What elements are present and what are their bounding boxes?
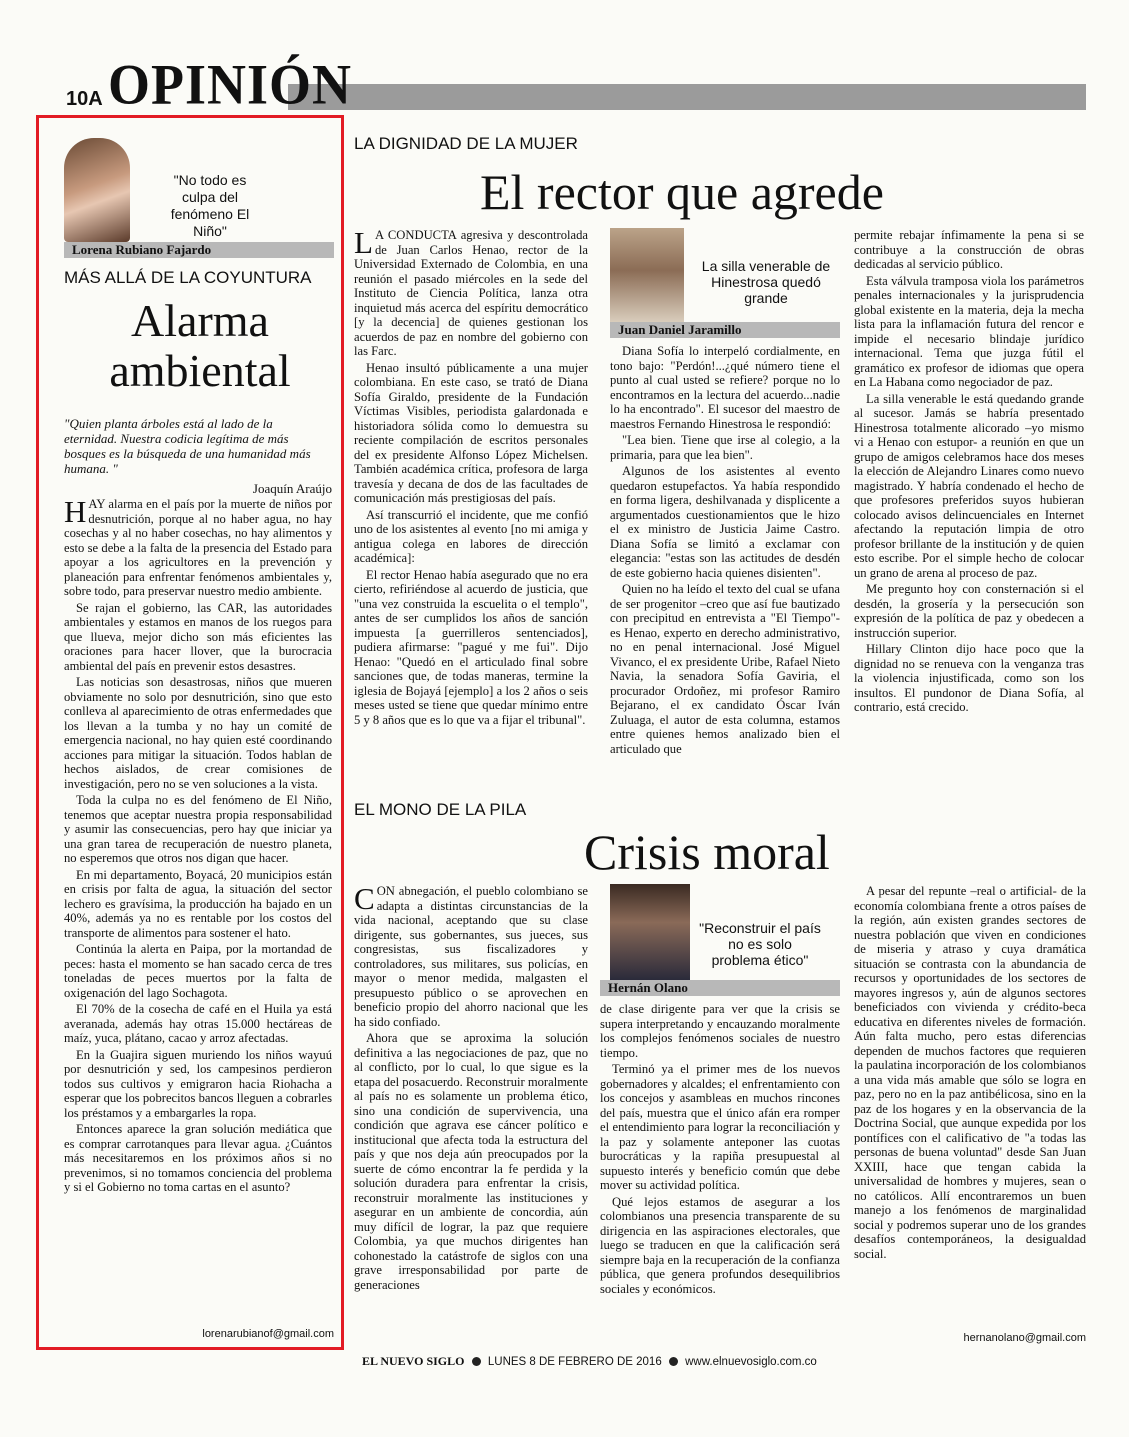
article-column-f — [854, 884, 1086, 1263]
first-paragraph-left: AY alarma en el país por la muerte de niños por desnutrición, porque al no haber agua, no hay cosechas y al no haber cosechas, no hay alimentos y esto se debe a la falta de la presencia del Estado para apoyar a los agricultores en la prevención y planeación para enfrentar fenómenos ambientales y, sobre todo, para preservar nuestro medio ambiente. — [64, 497, 332, 598]
kicker-main: LA DIGNIDAD DE LA MUJER — [354, 134, 578, 153]
footer-website[interactable]: www.elnuevosiglo.com.co — [685, 1356, 817, 1368]
article-column-d — [354, 881, 588, 1294]
first-paragraph-main: A CONDUCTA agresiva y descontrolada de Juan Carlos Henao, rector de la Universidad Externado de Colombia, en una reunión el pasado miércoles en la sede del Instituto de Ciencia Política, lanza otra inquietud más acerca del espíritu democrático [y la decencia] de quienes gestionan los acuerdos de paz en nombre del gobierno con las Farc. — [354, 228, 588, 358]
paragraph: En mi departamento, Boyacá, 20 municipios están en crisis por falta de agua, la situación del sector lechero es gravísima, la producción ha bajado en un 40%, además ya no es rentable por los costos del transporte de alimentos para sostener el hato. — [64, 867, 332, 940]
paragraph: Toda la culpa no es del fenómeno de El Niño, tenemos que aceptar nuestra propia responsabilidad y asumir las consecuencias, pero hay que iniciar ya una gran tarea de recuperación de nuestro planeta, no esperemos que otros nos digan que hacer. — [64, 793, 332, 865]
kicker-left: MÁS ALLÁ DE LA COYUNTURA — [64, 268, 312, 287]
paragraph: permite rebajar ínfimamente la pena si se contribuye a la construcción de obras dedicadas al servicio público. — [854, 228, 1084, 271]
page-number: 10A — [66, 88, 103, 110]
pull-quote-second: "Reconstruir el país no es solo problema ético" — [699, 920, 821, 968]
author-photo-lorena — [64, 138, 130, 242]
paragraph: La silla venerable le está quedando grande al sucesor. Jamás se habría presentado Hinestrosa totalmente alicorado –yo mismo vi a Henao con estupor- a reunión en que un grupo de amigos celebramos hace dos meses la elección de Alejandro Linares como nuevo magistrado. Y habría condenado el hecho de que profesores preferidos suyos hubieran colocado avisos delincuenciales en Internet afectando la reputación limpia de otro profesor brillante de la institución y de quien esto escribe. Por el simple hecho de colocar un grano de arena al proceso de paz. — [854, 391, 1084, 580]
paragraph: A pesar del repunte –real o artificial- de la economía colombiana frente a otros países de la región, aún existen grandes sectores de nuestra población que viven en condiciones de miseria y atraso y cuya dramática situación se contrasta con la abundancia de recursos y oportunidades de los sectores de mayores ingresos y, aún de algunos sectores beneficiados con vivienda y crédito-beca educativa en diferentes niveles de formación. Aún falta mucho, pero estas diferencias dependen de muchos factores que requieren la paulatina incorporación de los colombianos a una vida más amable que sólo se logra en paz, pero no en la paz antibélicosa, sino en la paz de los hogares y en la observancia de la Doctrina Social, que aunque expedida por los pontífices con el calificativo de "a todas las personas de buena voluntad" desde San Juan XXIII, hace que tengan cabida la universalidad de hombres y mujeres, sean o no católicos. Allí encontraremos un buen manejo a los fenómenos de marginalidad social y podremos superar uno de los grandes desafíos contemporáneos, la desigualdad social. — [854, 884, 1086, 1261]
footer-brand: EL NUEVO SIGLO — [362, 1354, 465, 1368]
paragraph: Así transcurrió el incidente, que me confió uno de los asistentes al evento [no mi amiga y antigua colega en labores de dirección académica]: — [354, 507, 588, 565]
paragraph: "Lea bien. Tiene que irse al colegio, a la primaria, para que lea bien". — [610, 433, 840, 462]
article-column-e — [600, 1002, 840, 1298]
section-title: OPINIÓN — [108, 53, 353, 117]
paragraph: Las noticias son desastrosas, niños que mueren obviamente no solo por desnutrición, sino que esto conlleva al aparecimiento de otras enfermedades que los llevan a la tumba y no hay un comité de emergencia nacional, no hay quien esté coordinando acciones para mitigar la situación. Todos hablan de hechos aislados, de crear comisiones de investigación, pero no se ven soluciones a la vista. — [64, 675, 332, 791]
paragraph: Continúa la alerta en Paipa, por la mortandad de peces: hasta el momento se han sacado cerca de tres toneladas de peces muertos por la falta de oxigenación del lago Sochagota. — [64, 942, 332, 1000]
author-name-juan: Juan Daniel Jaramillo — [610, 322, 840, 338]
pull-quote-left: "No todo es culpa del fenómeno El Niño" — [170, 172, 250, 239]
paragraph: El 70% de la cosecha de café en el Huila ya está averanada, además hay otras 15.000 hectáreas de maíz, yuca, plátano, cacao y arroz afectadas. — [64, 1002, 332, 1045]
headline-left: Alarma ambiental — [109, 295, 291, 396]
bullet-dot-icon — [669, 1357, 678, 1366]
author-email-lorena[interactable]: lorenarubianof@gmail.com — [202, 1328, 334, 1340]
article-column-c — [854, 228, 1084, 717]
dropcap-second: C — [354, 881, 375, 916]
paragraph: Algunos de los asistentes al evento quedaron estupefactos. Ya había respondido en forma ligera, deshilvanada y displicente a argumentados cuestionamientos que le hizo el ex ministro de Justicia Jaime Castro. Diana Sofía se limitó a exclamar con elegancia: "estas son las actitudes de desdén de este gobierno hacia quienes disienten". — [610, 464, 840, 580]
bullet-dot-icon — [472, 1357, 481, 1366]
author-name-hernan: Hernán Olano — [600, 980, 840, 996]
author-photo-juan — [610, 228, 684, 322]
paragraph: Se rajan el gobierno, las CAR, las autoridades ambientales y estamos en manos de los ruegos para que llueva, mejor dicho son más eficientes las oraciones para hacer llover, que la burocracia ambiental del país en prevenir estos desastres. — [64, 600, 332, 673]
article-column-b — [610, 344, 840, 758]
paragraph: En la Guajira siguen muriendo los niños wayuú por desnutrición y sed, los campesinos perdieron todos sus cultivos y emigraron hacia Riohacha a esperar que los pobrecitos bancos lleguen a cobrarles los préstamos y a embargarles la ropa. — [64, 1047, 332, 1120]
headline-main: El rector que agrede — [480, 164, 884, 220]
epigraph-author: Joaquín Araújo — [252, 481, 332, 496]
paragraph: Esta válvula tramposa viola los parámetros penales internacionales y la jurisprudencia global existente en la materia, deja la mecha lista para la inflamación futura del rencor e impide el necesario blindaje jurídico internacional. Tema que juzga fútil el gramático ex profesor de idiomas que opera en La Habana como negociador de paz. — [854, 273, 1084, 389]
epigraph-left: "Quien planta árboles está al lado de la eternidad. Nuestra codicia legítima de más bosques es la búsqueda de una humanidad más humana. " — [64, 416, 311, 476]
headline-second: Crisis moral — [584, 824, 830, 880]
author-email-hernan[interactable]: hernanolano@gmail.com — [963, 1332, 1086, 1344]
author-name-lorena: Lorena Rubiano Fajardo — [64, 242, 334, 258]
paragraph: Diana Sofía lo interpeló cordialmente, en tono bajo: "Perdón!...¿qué número tiene el punto al cual usted se refiere? porque no lo encontramos en la lectura del acuerdo...nadie lo ha encontrado". El sucesor del maestro de maestros Fernando Hinestrosa le respondió: — [610, 344, 840, 431]
kicker-second: EL MONO DE LA PILA — [354, 800, 527, 819]
paragraph: Henao insultó públicamente a una mujer colombiana. En este caso, se trató de Diana Sofía Giraldo, presidente de la Fundación Víctimas Visibles, periodista galardonada e historiadora sólida como lo demuestra su reciente compilación de escritos personales del ex presidente Alfonso López Michelsen. También académica crítica, profesora de larga travesía y decana de dos de las facultades de comunicación más prestigiosas del país. — [354, 360, 588, 505]
article-column-a — [354, 225, 588, 729]
article-body-left — [64, 494, 332, 1197]
paragraph: El rector Henao había asegurado que no era cierto, refiriéndose al acuerdo de justicia, que "una vez construida la escuelita o el templo", antes de ser cumplidos los años de sanción impuesta [a guerrilleros sentenciados], pudiera afirmarse: "pagué y me fui". Dijo Henao: "Quedó en el articulado final sobre sanciones que, de todas maneras, termine la iglesia de Bojayá [ejemplo] a los 2 años o seis meses usted se tiene que quedar mínimo entre 5 y 8 años que es lo que va a fijar el tribunal". — [354, 567, 588, 727]
paragraph: Ahora que se aproxima la solución definitiva a las negociaciones de paz, que no al conflicto, por lo cual, lo que sigue es la etapa del posacuerdo. Reconstruir moralmente al país no es solamente un problema ético, sino una condición de supervivencia, una condición que agrava ese cáncer político e institucional que afecta toda la estructura del país y que nos deja aún preocupados por la suerte de cómo encontrar la fe perdida y la solución duradera para enfrentar la crisis, reconstruir moralmente las instituciones y asegurar en un ambiente de concordia, aún muy difícil de lograr, la paz que requiere Colombia, ya que muchos dirigentes han cohonestado la catástrofe de siglos con una grave irresponsabilidad por parte de generaciones — [354, 1031, 588, 1292]
paragraph: Hillary Clinton dijo hace poco que la dignidad no se renueva con la venganza tras la violencia injustificada, como son los insultos. El pundonor de Diana Sofía, al contrario, está crecido. — [854, 642, 1084, 714]
paragraph: Me pregunto hoy con consternación si el desdén, la grosería y la persecución son expresión de la política de paz y obedecen a instrucción superior. — [854, 582, 1084, 640]
page-footer — [362, 1354, 817, 1369]
paragraph: Quien no ha leído el texto del cual se ufana de ser progenitor –creo que así fue bautizado con precipitud en entrevista a "El Tiempo"- es Henao, experto en derecho administrativo, no en penal internacional. José Miguel Vivanco, el ex presidente Uribe, Rafael Nieto Navia, la senadora Sofía Gaviria, el procurador Ordoñez, mi profesor Ramiro Bejarano, el ex candidato Óscar Iván Zuluaga, el autor de esta columna, estamos entre quienes hemos analizado bien el articulado que — [610, 582, 840, 756]
dropcap-main: L — [354, 225, 373, 260]
paragraph: Qué lejos estamos de asegurar a los colombianos una presencia transparente de su dirigencia en las aspiraciones electorales, que luego se traducen en que la calificación será siempre baja en la recuperación de la confianza pública, que genera profundos desequilibrios sociales y económicos. — [600, 1194, 840, 1296]
paragraph: Entonces aparece la gran solución mediática que es comprar carrotanques para llevar agua. ¿Cuántos más necesitaremos en los próximos años si no prevenimos, si no tomamos conciencia del problema y si el Gobierno no toma cartas en el asunto? — [64, 1122, 332, 1194]
paragraph: de clase dirigente para ver que la crisis se supera interpretando y encauzando moralmente los complejos fenómenos sociales de nuestro tiempo. — [600, 1002, 840, 1060]
pull-quote-main: La silla venerable de Hinestrosa quedó grande — [701, 258, 831, 306]
paragraph: Terminó ya el primer mes de los nuevos gobernadores y alcaldes; el enfrentamiento con los concejos y asambleas en muchos rincones del país, muestra que el único afán era romper el entendimiento para lograr la reconciliación y la paz y solamente anteponer las cuotas burocráticas y la rapiña presupuestal al supuesto interés y beneficio común que debe mover su actividad política. — [600, 1062, 840, 1192]
first-paragraph-second: ON abnegación, el pueblo colombiano se adapta a distintas circunstancias de la vida nacional, aceptando que su clase dirigente, sus gobernantes, sus jueces, sus congresistas, sus fiscalizadores y controladores, sus militares, sus policías, en mayor o menor medida, malgasten el presupuesto público o se aprovechen en beneficio propio del ahorro nacional que les ha sido confiado. — [354, 884, 588, 1029]
footer-date: LUNES 8 DE FEBRERO DE 2016 — [487, 1356, 662, 1368]
author-photo-hernan — [610, 884, 690, 980]
header-band — [288, 84, 1086, 110]
dropcap-left: H — [64, 494, 87, 529]
